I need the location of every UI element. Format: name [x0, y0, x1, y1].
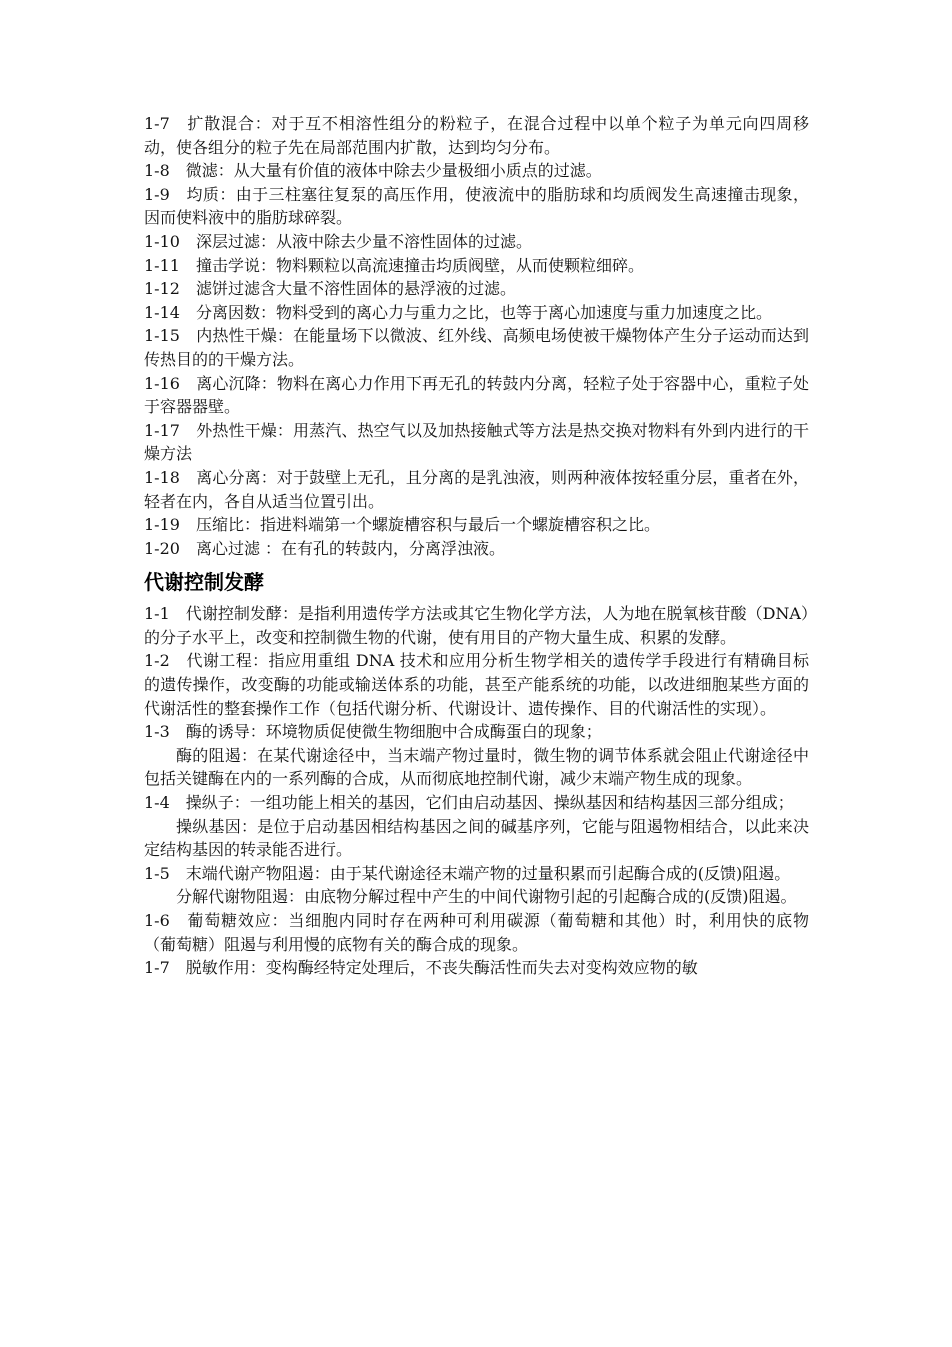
definition-compression-ratio: 1-19 压缩比：指进料端第一个螺旋槽容积与最后一个螺旋槽容积之比。	[144, 515, 660, 535]
definition-homogenization: 1-9 均质：由于三柱塞往复泵的高压作用，使液流中的脂肪球和均质阀发生高速撞击现象，因而使料液中的脂肪球碎裂。	[144, 184, 809, 228]
definition-separation-factor: 1-14 分离因数：物料受到的离心力与重力之比，也等于离心加速度与重力加速度之比。	[144, 302, 772, 322]
section-metabolic-definitions	[144, 602, 809, 980]
definition-enzyme-induction: 1-3 酶的诱导：环境物质促使微生物细胞中合成酶蛋白的现象；	[144, 722, 602, 742]
definition-depth-filtration: 1-10 深层过滤：从液中除去少量不溶性固体的过滤。	[144, 231, 532, 251]
definition-external-drying: 1-17 外热性干燥：用蒸汽、热空气以及加热接触式等方法是热交换对物料有外到内进行的干燥方法	[144, 420, 809, 464]
definition-end-product-repression: 1-5 末端代谢产物阻遏：由于某代谢途径末端产物的过量积累而引起酶合成的(反馈)阻遏。	[144, 863, 791, 883]
definition-operon: 1-4 操纵子：一组功能上相关的基因，它们由启动基因、操纵基因和结构基因三部分组成；	[144, 793, 794, 813]
definition-internal-drying: 1-15 内热性干燥：在能量场下以微波、红外线、高频电场使被干燥物体产生分子运动而达到传热目的的干燥方法。	[144, 326, 809, 369]
definition-metabolic-engineering: 1-2 代谢工程：指应用重组 DNA 技术和应用分析生物学相关的遗传学手段进行有精确目标的遗传操作，改变酶的功能或输送体系的功能，甚至产能系统的功能，以改进细胞某些方面的代谢活性的整套操作工作（包括代谢分析、代谢设计、遗传操作、目的代谢活性的实现）。	[144, 651, 809, 718]
definition-centrifugal-sedimentation: 1-16 离心沉降：物料在离心力作用下再无孔的转鼓内分离，轻粒子处于容器中心，重粒子处于容器器壁。	[144, 373, 809, 417]
definition-cake-filtration: 1-12 滤饼过滤含大量不溶性固体的悬浮液的过滤。	[144, 279, 516, 299]
definition-glucose-effect: 1-6 葡萄糖效应：当细胞内同时存在两种可利用碳源（葡萄糖和其他）时，利用快的底物（葡萄糖）阻遏与利用慢的底物有关的酶合成的现象。	[144, 911, 809, 954]
definition-metabolic-control-fermentation: 1-1 代谢控制发酵：是指利用遗传学方法或其它生物化学方法，人为地在脱氧核苷酸（DNA）的分子水平上，改变和控制微生物的代谢，使有用目的产物大量生成、积累的发酵。	[144, 604, 809, 647]
document-page	[144, 112, 809, 980]
definition-catabolite-repression: 分解代谢物阻遏：由底物分解过程中产生的中间代谢物引起的引起酶合成的(反馈)阻遏。	[176, 887, 797, 907]
definition-centrifugal-separation: 1-18 离心分离：对于鼓壁上无孔，且分离的是乳浊液，则两种液体按轻重分层，重者在外，轻者在内，各自从适当位置引出。	[144, 467, 809, 511]
definition-microfiltration: 1-8 微滤：从大量有价值的液体中除去少量极细小质点的过滤。	[144, 161, 602, 181]
definition-operator-gene: 操纵基因：是位于启动基因相结构基因之间的碱基序列，它能与阻遏物相结合，以此来决定结构基因的转录能否进行。	[144, 816, 809, 860]
section-separation-definitions	[144, 112, 809, 560]
definition-diffusion-mixing: 1-7 扩散混合：对于互不相溶性组分的粉粒子，在混合过程中以单个粒子为单元向四周移动，使各组分的粒子先在局部范围内扩散，达到均匀分布。	[144, 114, 809, 157]
section-heading-metabolic-control: 代谢控制发酵	[144, 570, 264, 595]
definition-impact-theory: 1-11 撞击学说：物料颗粒以高流速撞击均质阀壁，从而使颗粒细碎。	[144, 255, 644, 275]
definition-enzyme-repression: 酶的阻遏：在某代谢途径中，当末端产物过量时，微生物的调节体系就会阻止代谢途径中包括关键酶在内的一系列酶的合成，从而彻底地控制代谢，减少末端产物生成的现象。	[144, 745, 809, 789]
definition-centrifugal-filtration: 1-20 离心过滤 ：在有孔的转鼓内，分离浮浊液。	[144, 538, 506, 558]
definition-desensitization: 1-7 脱敏作用：变构酶经特定处理后，不丧失酶活性而失去对变构效应物的敏	[144, 958, 698, 978]
